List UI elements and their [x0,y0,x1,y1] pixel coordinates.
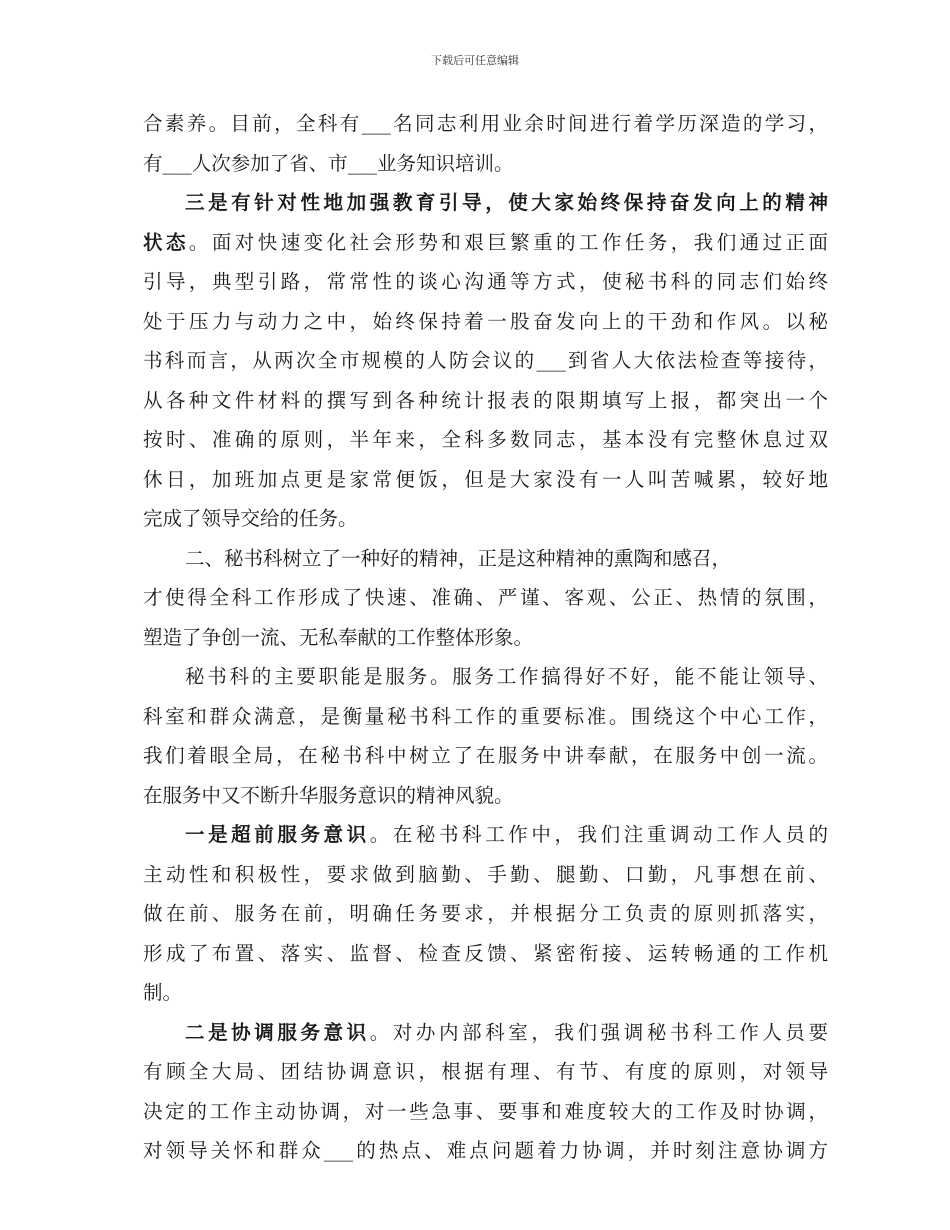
line-text: 二、秘书科树立了一种好的精神，正是这种精神的熏陶和感召， [185,546,732,570]
text-line [143,894,828,934]
text-line [143,776,828,816]
text-line [143,144,828,184]
text-line [143,934,828,974]
line-text: 主动性和积极性，要求做到脑勤、手勤、腿勤、口勤，凡事想在前、 [143,862,828,886]
text-line [143,736,828,776]
bold-heading: 状态 [143,230,189,254]
line-text: 从各种文件材料的撰写到各种统计报表的限期填写上报，都突出一个 [143,388,828,412]
line-text: 才使得全科工作形成了快速、准确、严谨、客观、公正、热情的氛围， [143,586,828,609]
line-text: 有___人次参加了省、市___业务知识培训。 [143,151,514,175]
text-line [143,618,828,658]
line-text: 按时、准确的原则，半年来，全科多数同志，基本没有完整休息过双 [143,428,828,451]
line-text: 完成了领导交给的任务。 [143,507,358,530]
line-text: 制。 [143,981,183,1004]
text-line [143,1131,828,1171]
line-text: 塑造了争创一流、无私奉献的工作整体形象。 [143,625,534,649]
text-line [143,420,828,460]
text-line [143,1052,828,1092]
text-line [143,657,828,697]
text-line [143,1013,828,1053]
bold-heading: 三是有针对性地加强教育引导，使大家始终保持奋发向上的精神 [185,191,828,214]
page-header: 下载后可任意编辑 [431,54,519,67]
text-line [143,539,828,579]
text-line [143,381,828,421]
line-text: 合素养。目前，全科有___名同志利用业余时间进行着学历深造的学习， [143,112,828,135]
line-text: 有顾全大局、团结协调意识，根据有理、有节、有度的原则，对领导 [143,1060,828,1083]
line-text: 在服务中又不断升华服务意识的精神风貌。 [143,783,514,807]
line-text: 书科而言，从两次全市规模的人防会议的___到省人大依法检查等接待， [143,349,828,372]
line-text: 休日，加班加点更是家常便饭，但是大家没有一人叫苦喊累，较好地 [143,467,828,491]
paragraph [143,539,828,658]
line-text: 。对办内部科室，我们强调秘书科工作人员要 [369,1020,828,1044]
text-line [143,1092,828,1132]
paragraph [143,104,828,183]
paragraph [143,1013,828,1171]
text-line [143,183,828,223]
line-text: 科室和群众满意，是衡量秘书科工作的重要标准。围绕这个中心工作， [143,704,828,728]
paragraph [143,657,828,815]
document-body [143,104,828,1171]
text-line [143,262,828,302]
text-line [143,855,828,895]
text-line [143,815,828,855]
line-text: 处于压力与动力之中，始终保持着一股奋发向上的干劲和作风。以秘 [143,309,828,333]
line-text: 引导，典型引路，常常性的谈心沟通等方式，使秘书科的同志们始终 [143,270,828,293]
bold-heading: 二是协调服务意识 [185,1020,370,1044]
line-text: 。面对快速变化社会形势和艰巨繁重的工作任务，我们通过正面 [188,230,828,254]
text-line [143,460,828,500]
line-text: 形成了布置、落实、监督、检查反馈、紧密衔接、运转畅通的工作机 [143,941,828,965]
line-text: 做在前、服务在前，明确任务要求，并根据分工负责的原则抓落实， [143,902,828,925]
text-line [143,578,828,618]
text-line [143,697,828,737]
paragraph [143,183,828,539]
text-line [143,341,828,381]
line-text: 对领导关怀和群众___的热点、难点问题着力协调，并时刻注意协调方 [143,1139,828,1162]
line-text: 决定的工作主动协调，对一些急事、要事和难度较大的工作及时协调， [143,1099,828,1123]
text-line [143,302,828,342]
line-text: 秘书科的主要职能是服务。服务工作搞得好不好，能不能让领导、 [185,665,828,688]
bold-heading: 一是超前服务意识 [185,823,370,846]
text-line [143,223,828,263]
line-text: 我们着眼全局，在秘书科中树立了在服务中讲奉献，在服务中创一流。 [143,744,828,767]
paragraph [143,815,828,1013]
text-line [143,973,828,1013]
text-line [143,499,828,539]
line-text: 。在秘书科工作中，我们注重调动工作人员的 [369,823,828,846]
text-line [143,104,828,144]
